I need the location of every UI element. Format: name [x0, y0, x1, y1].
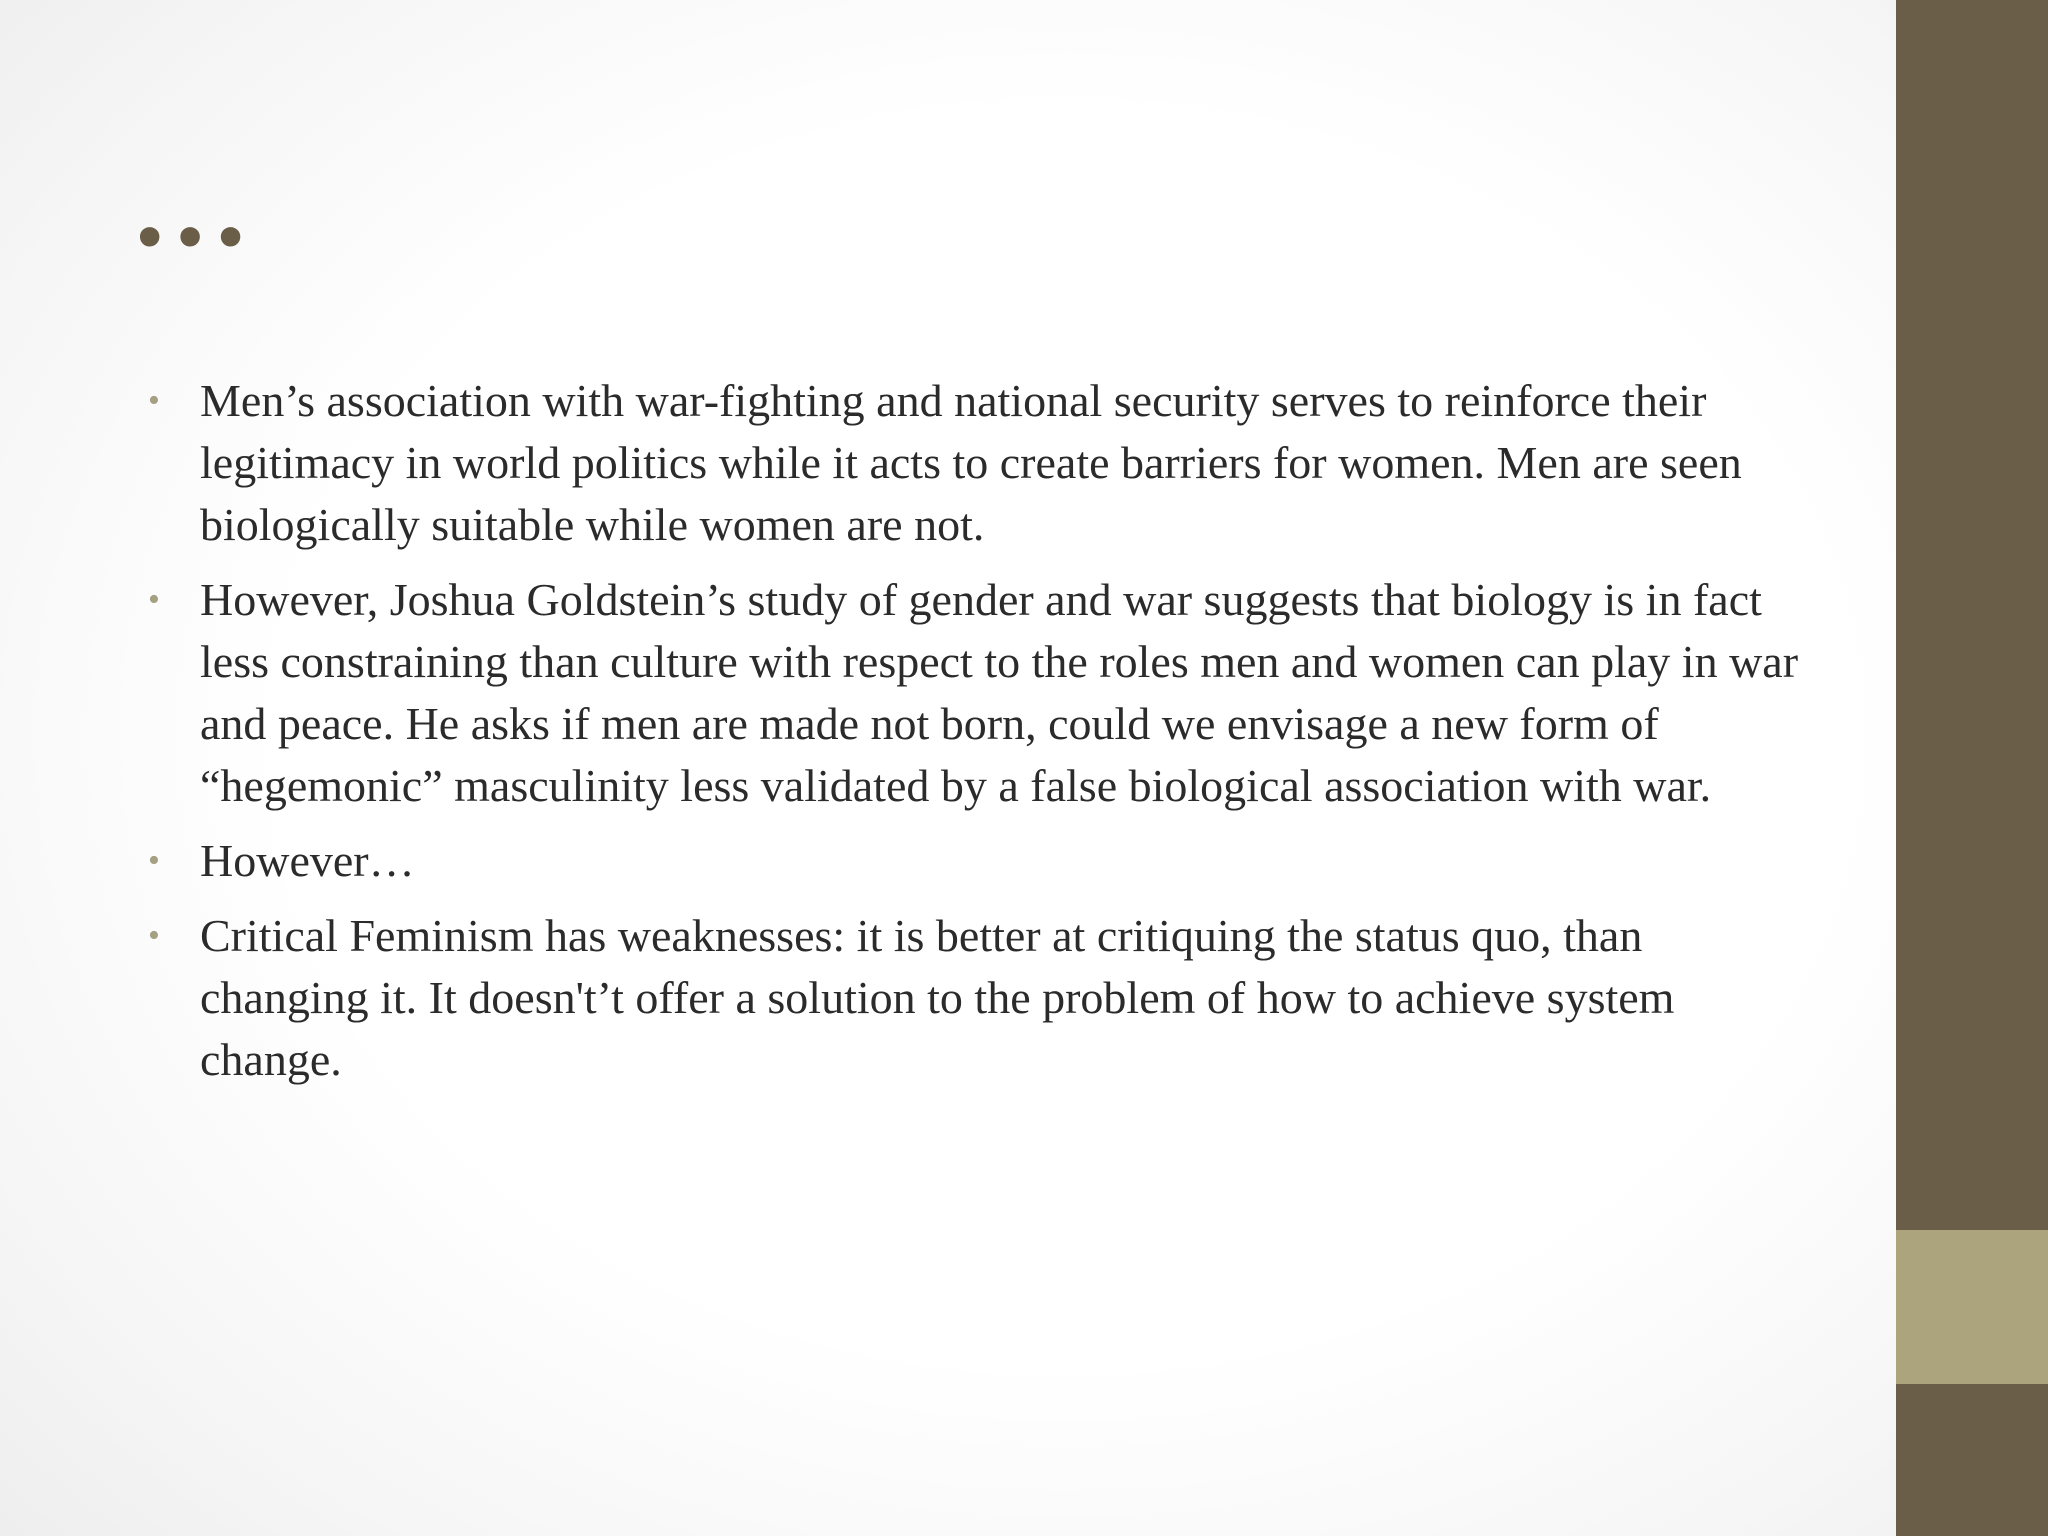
bullet-icon: • — [148, 842, 160, 879]
bullet-icon: • — [148, 581, 160, 618]
bullet-icon: • — [148, 917, 160, 954]
bullet-text: However… — [200, 835, 415, 886]
bullet-text: Critical Feminism has weaknesses: it is better at critiquing the status quo, than changing it. It doesn't’t offer a solution to the problem of how to achieve system change. — [200, 910, 1675, 1085]
bullet-item — [140, 905, 1800, 1091]
bullet-text: However, Joshua Goldstein’s study of gender and war suggests that biology is in fact less constraining than culture with respect to the roles men and women can play in war and peace. He asks if men are made not born, could we envisage a new form of “hegemonic” masculinity less validated by a false biological association with war. — [200, 574, 1799, 811]
bullet-item — [140, 569, 1800, 817]
bullet-text: Men’s association with war-fighting and national security serves to reinforce their legitimacy in world politics while it acts to create barriers for women. Men are seen biologically suitable while women are not. — [200, 375, 1742, 550]
bullet-list — [140, 370, 1800, 1104]
bullet-item — [140, 830, 1800, 892]
side-decor-accent — [1896, 1230, 2048, 1384]
bullet-icon: • — [148, 382, 160, 419]
bullet-item — [140, 370, 1800, 556]
slide-title: … — [130, 160, 252, 250]
